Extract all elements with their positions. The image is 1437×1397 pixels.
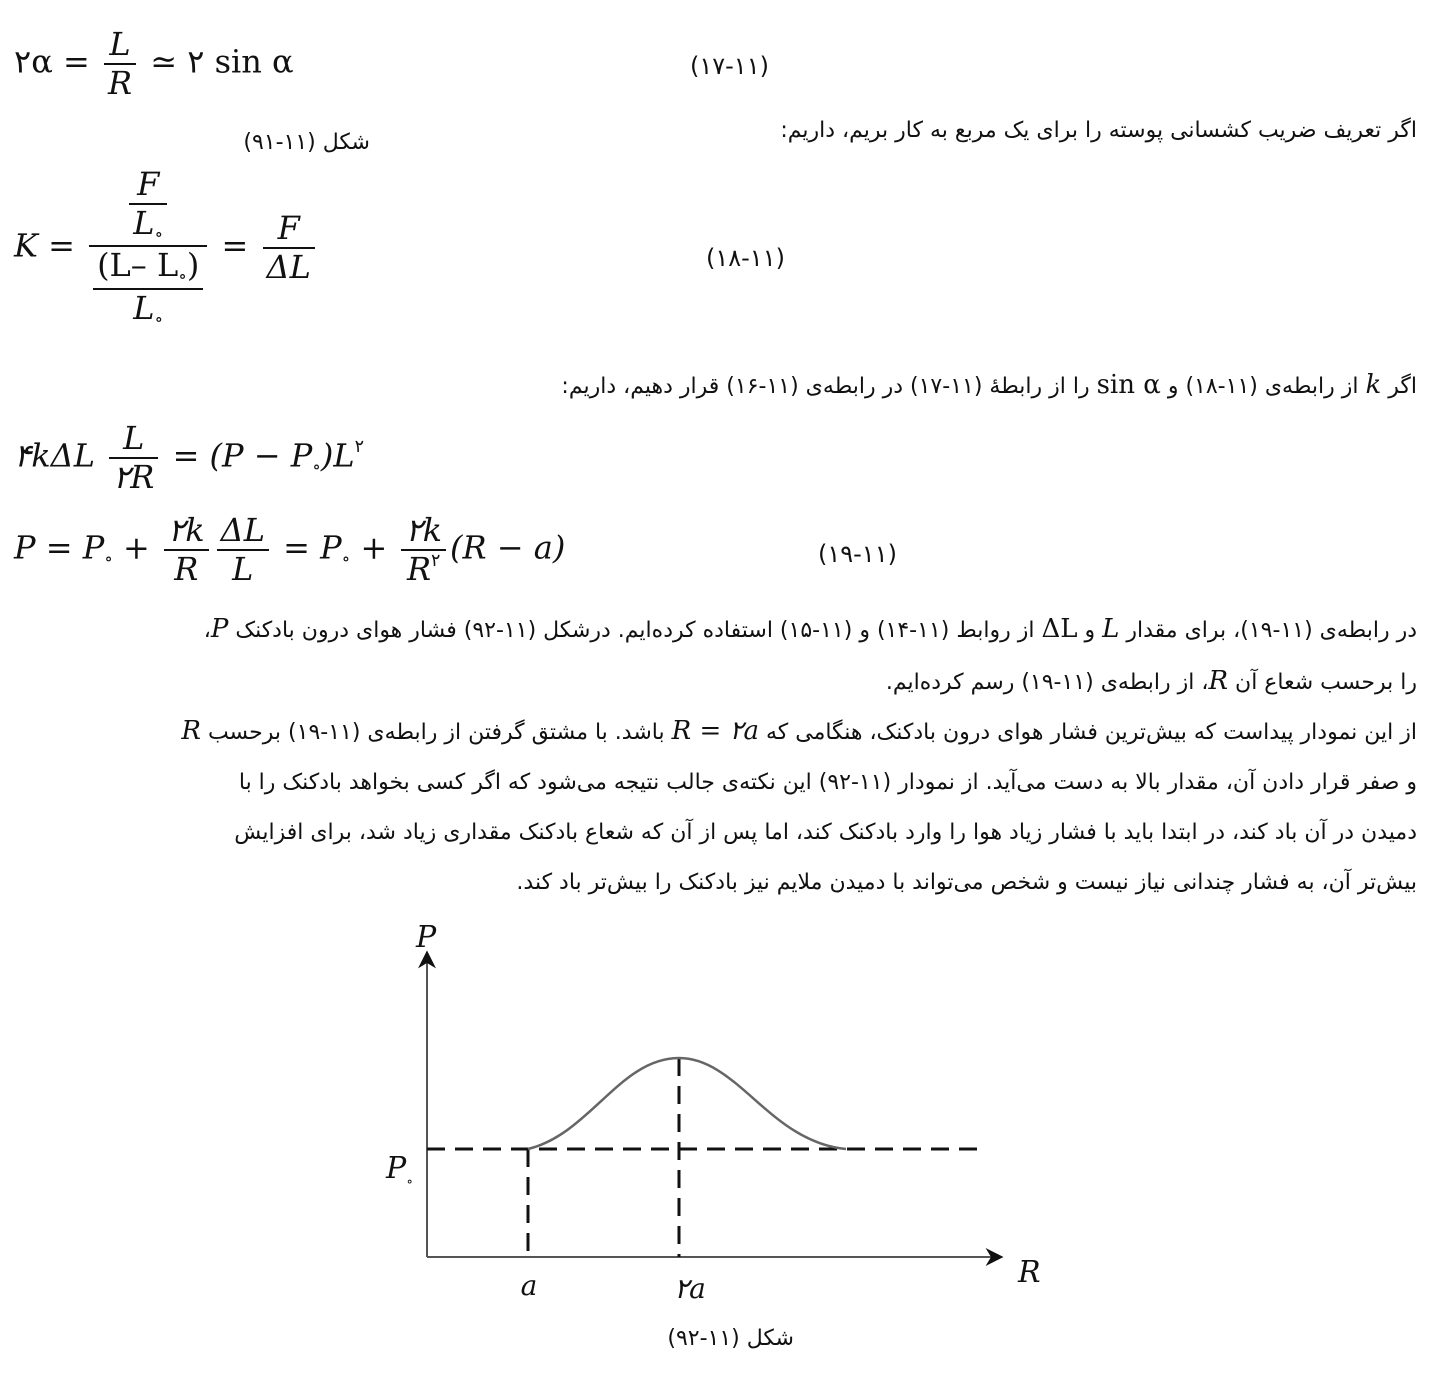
y-axis-label: P [416, 920, 437, 955]
fraction-l-over-r: $\frac{L}{R}$ [104, 26, 136, 102]
equation-mid: ۴kΔL $\frac{L}{۲R}$ = $(P - P_\circ)L^۲$ [14, 419, 365, 496]
equation-number-18: (۱۸-۱۱) [706, 244, 785, 272]
equation-number-17: (۱۷-۱۱) [690, 52, 769, 80]
equation-18: K = $\frac{\frac{F}{L_\circ}}{\frac{(L- L_\circ)}{L_\circ}}$ = $\frac{F}{\Delta L}$ [14, 166, 319, 330]
paragraph-1: در رابطه‌ی (۱۱-۱۹)، برای مقدار L و ΔL از روابط (۱۱-۱۴) و (۱۱-۱۵) استفاده کرده‌ایم. درشکل (۱۱-۹۲) فشار هوای درون بادکنک P، را برحسب شعاع آن R، از رابطه‌ی (۱۱-۱۹) رسم کرده‌ایم. [203, 614, 1417, 696]
equation-number-19: (۱۹-۱۱) [818, 540, 897, 568]
two-a-tick-label: ۲a [674, 1272, 706, 1305]
equation-17: ۲α = $\frac{L}{R}$ ≃ ۲ sin α [14, 25, 294, 102]
text-line-1: اگر تعریف ضریب کشسانی پوسته را برای یک مربع به کار بریم، داریم: [780, 118, 1417, 143]
paragraph-2: از این نمودار پیداست که بیش‌ترین فشار هوای درون بادکنک، هنگامی که R = ۲a باشد. با مشتق گرفتن از رابطه‌ی (۱۱-۱۹) برحسب R و صفر قرار دادن آن، مقدار بالا به دست می‌آید. از نمودار (۱۱-۹۲) این نکته‌ی جالب نتیجه می‌شود که اگر کسی بخواهد بادکنک را با دمیدن در آن باد کند، در ابتدا باید با فشار زیاد هوا را وارد بادکنک کند، اما پس از آن که شعاع بادکنک مقداری زیاد شد، برای افزایش بیش‌تر آن، به فشار چندانی نیاز نیست و شخص می‌تواند با دمیدن ملایم نیز بادکنک را بیش‌تر باد کند. [181, 716, 1417, 895]
pressure-radius-graph [360, 912, 1080, 1312]
fraction-f-over-dl: $\frac{F}{\Delta L}$ [263, 210, 315, 286]
figure-92-caption: شکل (۱۱-۹۲) [667, 1326, 794, 1351]
equation-19: $P = P_\circ$ + $\frac{۲k}{R}$ $\frac{\Delta L}{L}$ = $P_\circ$ + $\frac{۲k}{R^۲}$ (R − a) [14, 511, 566, 588]
text-line-2: اگر k از رابطه‌ی (۱۱-۱۸) و sin α را از رابطهٔ (۱۱-۱۷) در رابطه‌ی (۱۱-۱۶) قرار دهیم، داریم: [561, 370, 1417, 400]
a-tick-label: a [520, 1269, 538, 1302]
pressure-curve [528, 1058, 846, 1149]
x-axis-label: R [1018, 1255, 1041, 1290]
p0-label: $P_\circ$ [386, 1151, 414, 1190]
figure-91-caption: شکل (۱۱-۹۱) [243, 130, 370, 155]
compound-fraction: $\frac{\frac{F}{L_\circ}}{\frac{(L- L_\circ)}{L_\circ}}$ [89, 166, 207, 330]
